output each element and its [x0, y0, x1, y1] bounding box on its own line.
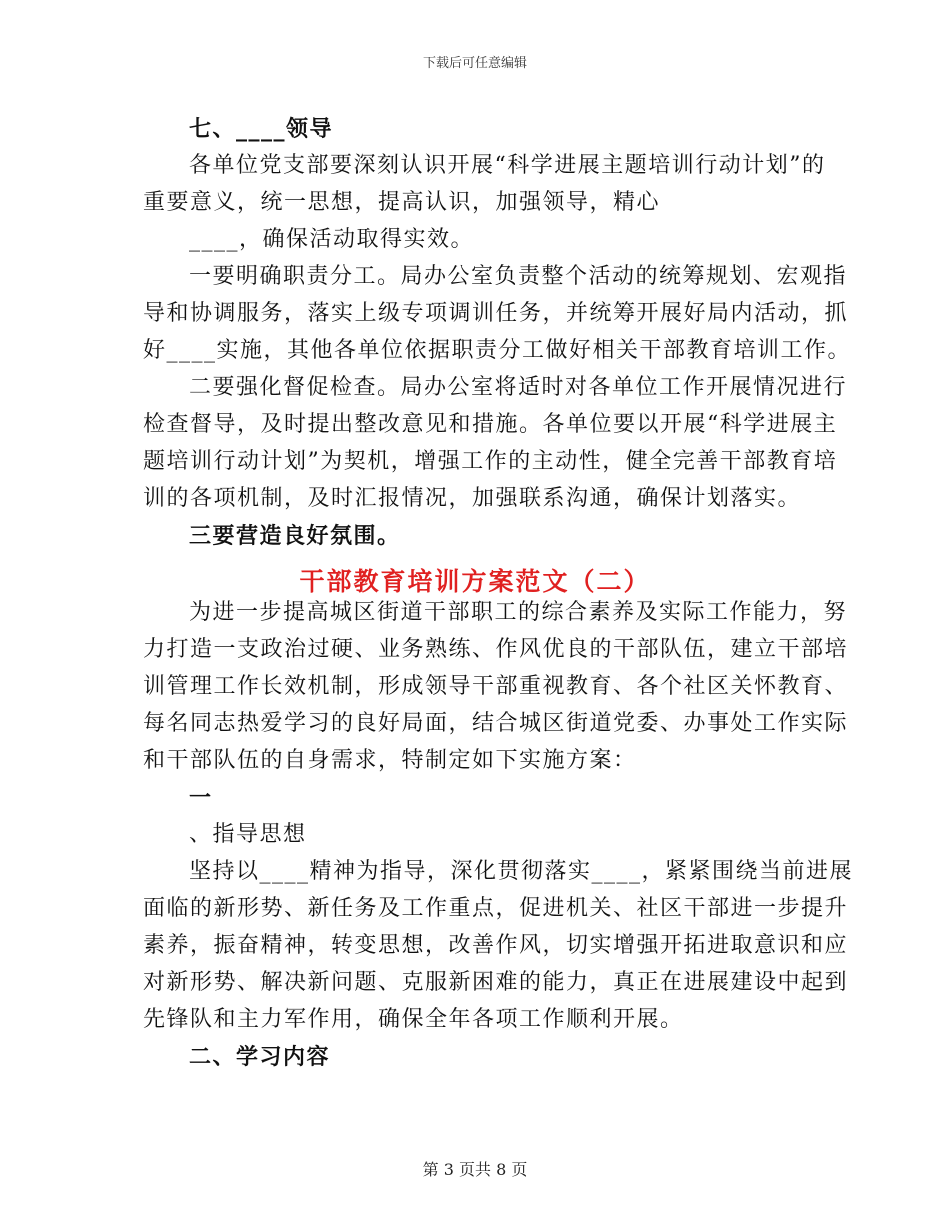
intro-paragraph-line: 为进一步提高城区街道干部职工的综合素养及实际工作能力，努 — [189, 600, 848, 625]
section-heading-leadership: 七、____领导 — [189, 116, 334, 142]
item-heading-guiding-thought: 、指导思想 — [189, 822, 307, 847]
paragraph-line: 坚持以____精神为指导，深化贯彻落实____，紧紧围绕当前进展 — [189, 859, 854, 884]
paragraph-line: ____，确保活动取得实效。 — [189, 227, 475, 252]
intro-paragraph-line: 训管理工作长效机制，形成领导干部重视教育、各个社区关怀教育、 — [143, 674, 849, 699]
item-heading-study-content: 二、学习内容 — [189, 1044, 331, 1070]
intro-paragraph-line: 和干部队伍的自身需求，特制定如下实施方案： — [143, 748, 637, 773]
paragraph-line: 面临的新形势、新任务及工作重点，促进机关、社区干部进一步提升 — [143, 896, 849, 921]
intro-paragraph-line: 每名同志热爱学习的良好局面，结合城区街道党委、办事处工作实际 — [143, 711, 849, 736]
paragraph-line: 一要明确职责分工。局办公室负责整个活动的统筹规划、宏观指 — [189, 264, 848, 289]
paragraph-line: 素养，振奋精神，转变思想，改善作风，切实增强开拓进取意识和应 — [143, 933, 849, 958]
intro-paragraph-line: 力打造一支政治过硬、业务熟练、作风优良的干部队伍，建立干部培 — [143, 637, 849, 662]
section-closing-line: 三要营造良好氛围。 — [189, 523, 401, 549]
paragraph-line: 题培训行动计划”为契机，增强工作的主动性，健全完善干部教育培 — [143, 449, 838, 474]
paragraph-line: 检查督导，及时提出整改意见和措施。各单位要以开展“科学进展主 — [143, 412, 838, 437]
paragraph-line: 二要强化督促检查。局办公室将适时对各单位工作开展情况进行 — [189, 375, 848, 400]
document-title: 干部教育培训方案范文（二） — [299, 567, 651, 596]
item-number: 一 — [189, 785, 213, 811]
page-header-note: 下载后可任意编辑 — [422, 56, 527, 71]
paragraph-line: 各单位党支部要深刻认识开展“科学进展主题培训行动计划”的 — [189, 153, 826, 178]
paragraph-line: 重要意义，统一思想，提高认识，加强领导，精心 — [143, 190, 661, 215]
paragraph-line: 好____实施，其他各单位依据职责分工做好相关干部教育培训工作。 — [143, 338, 852, 363]
paragraph-line: 先锋队和主力军作用，确保全年各项工作顺利开展。 — [143, 1007, 684, 1032]
page-footer-number: 第 3 页共 8 页 — [422, 1160, 528, 1179]
paragraph-line: 训的各项机制，及时汇报情况，加强联系沟通，确保计划落实。 — [143, 486, 802, 511]
paragraph-line: 对新形势、解决新问题、克服新困难的能力，真正在进展建设中起到 — [143, 970, 849, 995]
paragraph-line: 导和协调服务，落实上级专项调训任务，并统筹开展好局内活动，抓 — [143, 301, 849, 326]
